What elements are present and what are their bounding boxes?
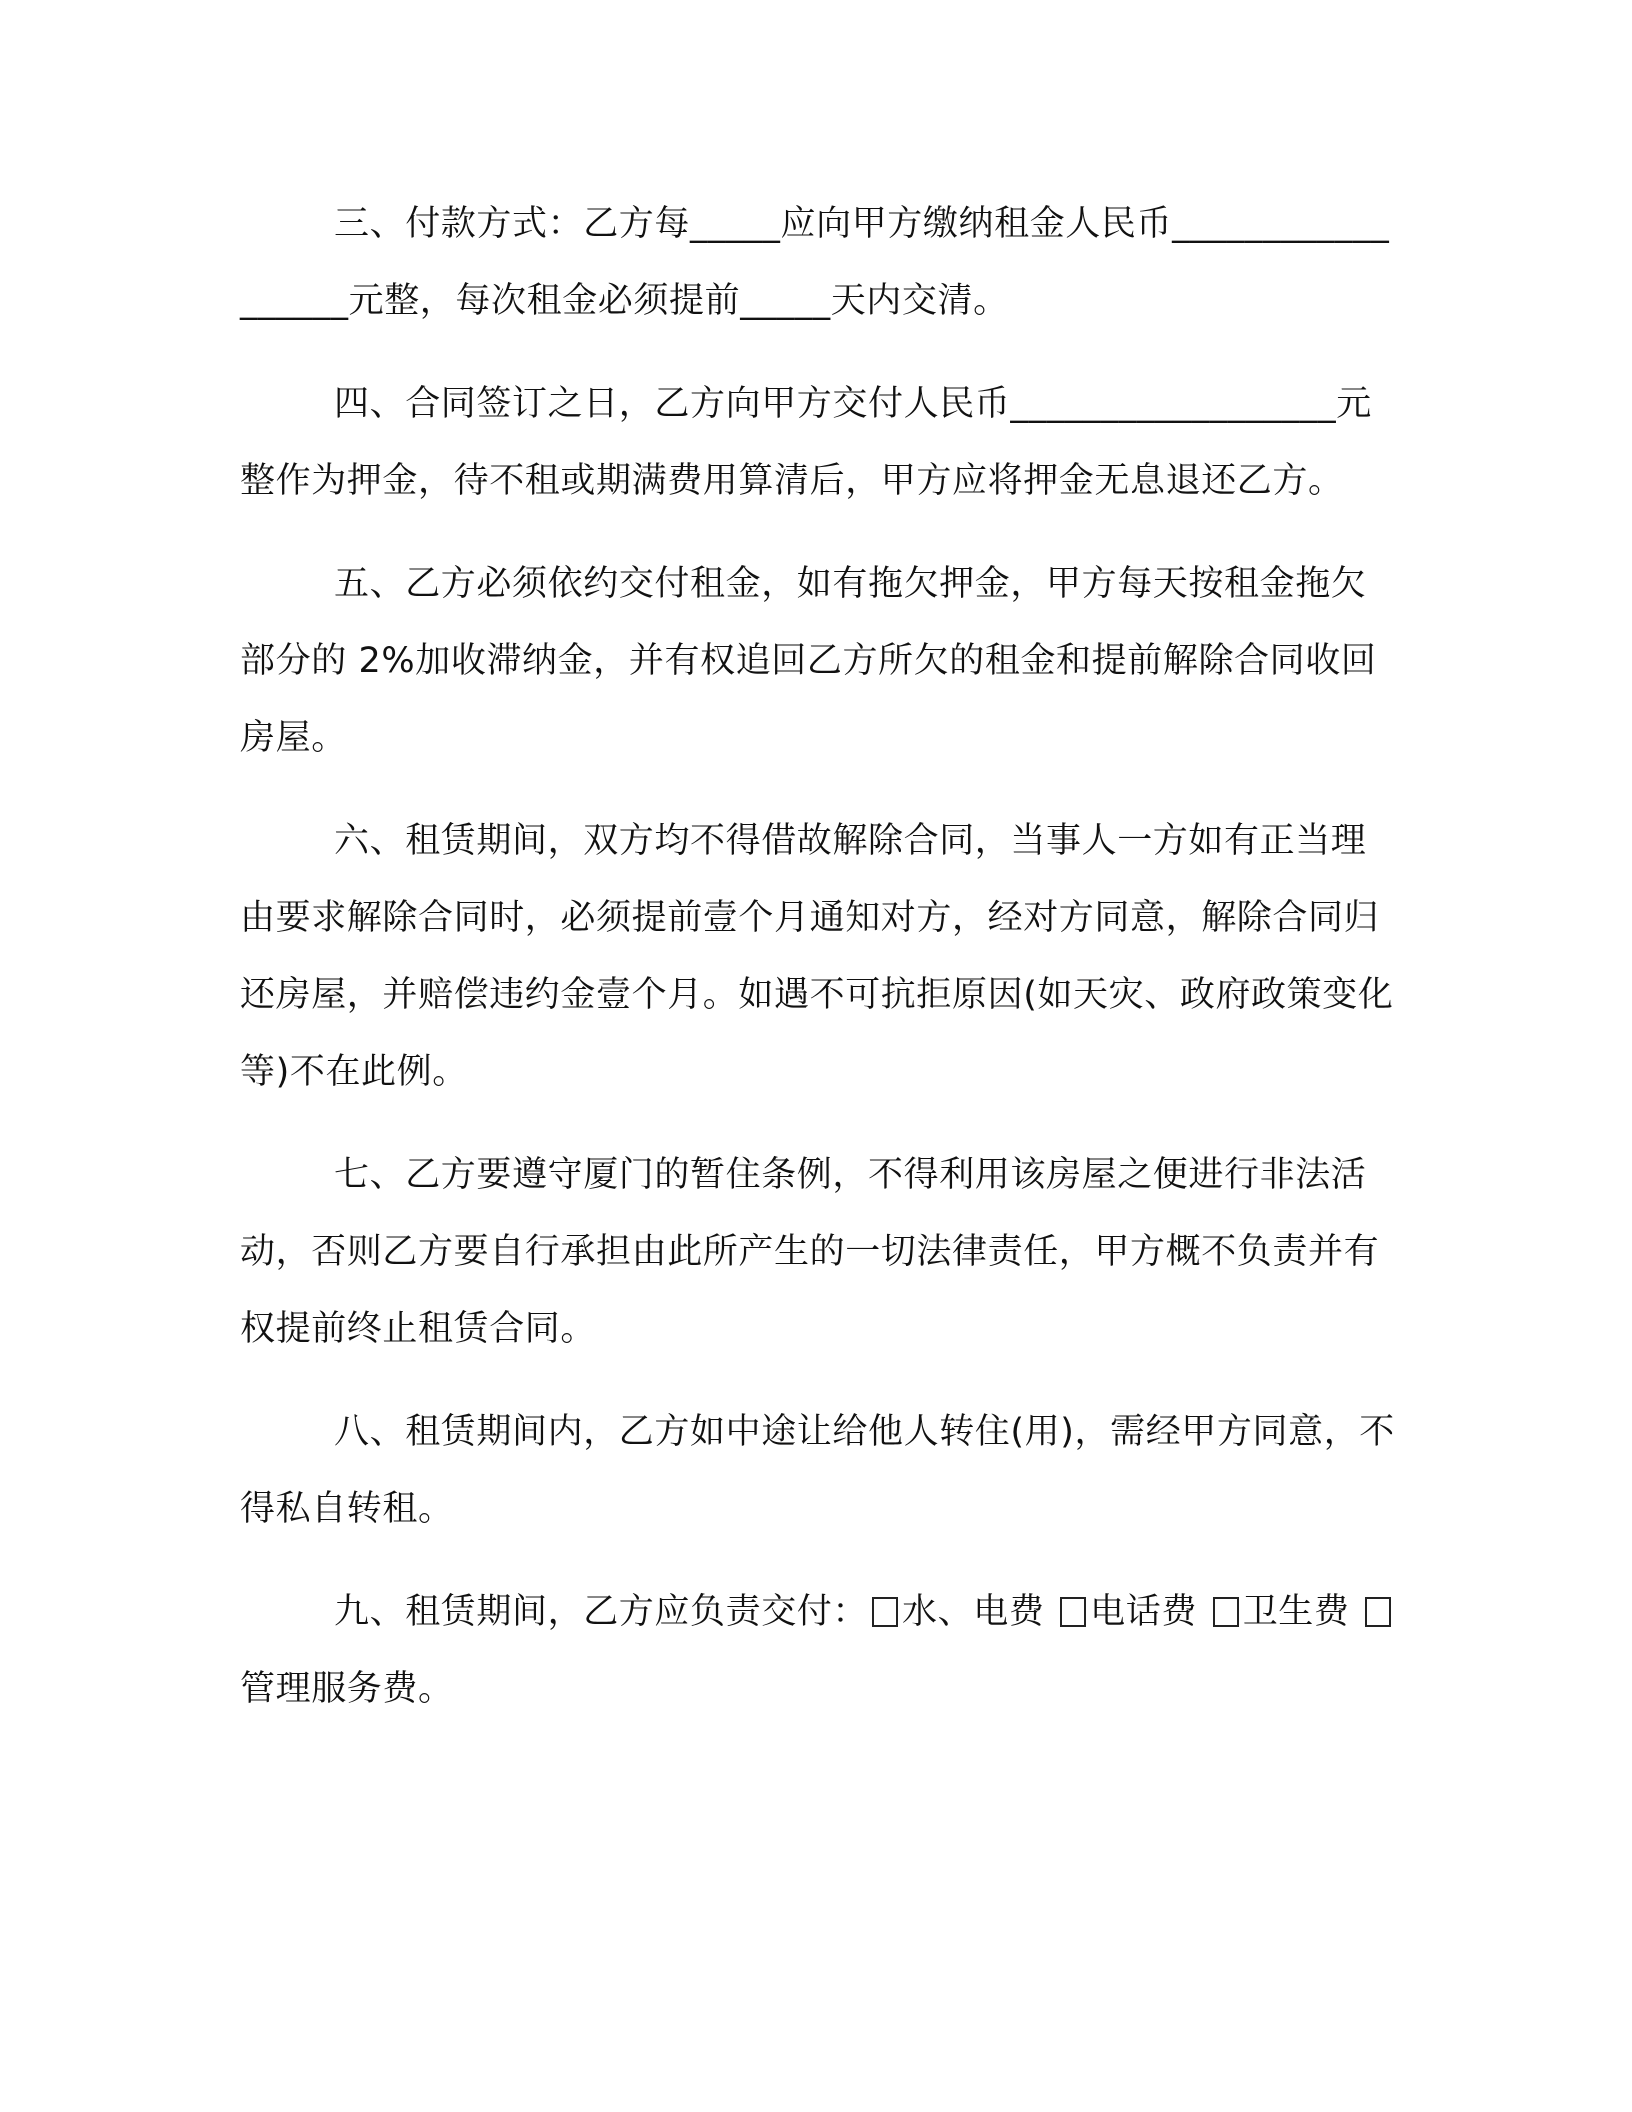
- clause-4-text: 四、合同签订之日，乙方向甲方交付人民币__________________元整作为押金，待不租或期满费用算清后，甲方应将押金无息退还乙方。: [240, 384, 1372, 501]
- option-phone-fee: 电话费: [1090, 1592, 1197, 1632]
- clause-6-text: 六、租赁期间，双方均不得借故解除合同，当事人一方如有正当理由要求解除合同时，必须提前壹个月通知对方，经对方同意，解除合同归还房屋，并赔偿违约金壹个月。如遇不可抗拒原因(如天灾、政府政策变化等)不在此例。: [240, 821, 1394, 1092]
- clause-3-text: 三、付款方式：乙方每_____应向甲方缴纳租金人民币__________________元整，每次租金必须提前_____天内交清。: [240, 204, 1390, 321]
- option-water-electricity: 水、电费: [902, 1592, 1045, 1632]
- checkbox-management-fee[interactable]: [1365, 1597, 1391, 1627]
- clause-8-text: 八、租赁期间内，乙方如中途让给他人转住(用)，需经甲方同意，不得私自转租。: [240, 1412, 1395, 1529]
- clause-9-prefix: 九、租赁期间，乙方应负责交付：: [334, 1592, 869, 1632]
- clause-3: [240, 186, 1400, 340]
- option-management-fee: 管理服务费。: [240, 1669, 454, 1709]
- clause-8: [240, 1394, 1400, 1548]
- clause-5: [240, 546, 1400, 777]
- option-sanitation-fee: 卫生费: [1242, 1592, 1350, 1632]
- checkbox-sanitation-fee[interactable]: [1213, 1597, 1239, 1627]
- checkbox-phone-fee[interactable]: [1060, 1597, 1086, 1627]
- clause-9: [240, 1574, 1400, 1728]
- clause-5-text: 五、乙方必须依约交付租金，如有拖欠押金，甲方每天按租金拖欠部分的 2%加收滞纳金，并有权追回乙方所欠的租金和提前解除合同收回房屋。: [240, 564, 1377, 758]
- clause-7-text: 七、乙方要遵守厦门的暂住条例，不得利用该房屋之便进行非法活动，否则乙方要自行承担由此所产生的一切法律责任，甲方概不负责并有权提前终止租赁合同。: [240, 1155, 1380, 1349]
- clause-4: [240, 366, 1400, 520]
- clause-7: [240, 1137, 1400, 1368]
- clause-6: [240, 803, 1400, 1111]
- checkbox-water-electricity[interactable]: [872, 1597, 898, 1627]
- document-page: [240, 186, 1400, 1728]
